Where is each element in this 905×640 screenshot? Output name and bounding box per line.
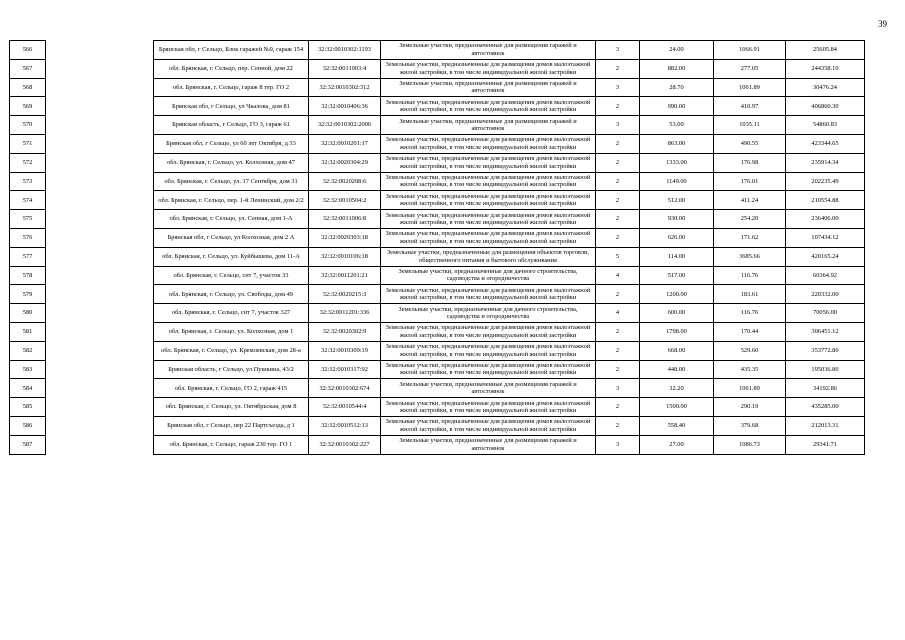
address-cell: обл. Брянская, г. Сельцо, ул. Октябрьская, дом 8 [154, 398, 309, 417]
specific-value-cell: 254.20 [714, 210, 786, 229]
blank-cell [46, 228, 154, 247]
blank-cell [46, 153, 154, 172]
cadastral-value-cell: 195036.80 [786, 360, 865, 379]
area-cell: 32.20 [640, 379, 714, 398]
group-cell: 3 [596, 116, 640, 135]
cadastral-value-cell: 306451.12 [786, 322, 865, 341]
group-cell: 3 [596, 41, 640, 60]
blank-cell [46, 322, 154, 341]
row-number-cell: 585 [10, 398, 46, 417]
cadastral-value-cell: 353772.80 [786, 341, 865, 360]
row-number-cell: 574 [10, 191, 46, 210]
cadastral-value-cell: 34192.86 [786, 379, 865, 398]
specific-value-cell: 277.05 [714, 59, 786, 78]
land-use-cell: Земельные участки, предназначенные для размещения домов малоэтажной жилой застройки, в том числе индивидуальной жилой застройки [381, 153, 596, 172]
land-use-cell: Земельные участки, предназначенные для размещения гаражей и автостоянок [381, 78, 596, 97]
group-cell: 4 [596, 304, 640, 323]
blank-cell [46, 191, 154, 210]
blank-cell [46, 398, 154, 417]
address-cell: Брянская обл, г Сельцо, ул 60 лет Октября, д 33 [154, 134, 309, 153]
blank-cell [46, 247, 154, 266]
cadastral-number-cell: 32:32:0010317:92 [309, 360, 381, 379]
group-cell: 4 [596, 266, 640, 285]
row-number-cell: 576 [10, 228, 46, 247]
cadastral-value-cell: 236406.00 [786, 210, 865, 229]
group-cell: 2 [596, 172, 640, 191]
cadastral-number-cell: 32:32:0010302:2006 [309, 116, 381, 135]
land-use-cell: Земельные участки, предназначенные для размещения домов малоэтажной жилой застройки, в том числе индивидуальной жилой застройки [381, 97, 596, 116]
cadastral-value-cell: 25605.84 [786, 41, 865, 60]
address-cell: обл. Брянская, г. Сельцо, ул. 17 Сентября, дом 31 [154, 172, 309, 191]
table-row [10, 322, 865, 341]
area-cell: 512.00 [640, 191, 714, 210]
cadastral-number-cell: 32:32:0010544:4 [309, 398, 381, 417]
area-cell: 930.00 [640, 210, 714, 229]
address-cell: обл. Брянская, г. Сельцо, снт 7, участок 327 [154, 304, 309, 323]
area-cell: 990.00 [640, 97, 714, 116]
table-row [10, 360, 865, 379]
row-number-cell: 580 [10, 304, 46, 323]
cadastral-value-cell: 235914.34 [786, 153, 865, 172]
specific-value-cell: 183.61 [714, 285, 786, 304]
specific-value-cell: 3685.66 [714, 247, 786, 266]
cadastral-value-cell: 210554.88 [786, 191, 865, 210]
land-use-cell: Земельные участки, предназначенные для размещения гаражей и автостоянок [381, 41, 596, 60]
cadastral-number-cell: 32:32:0010302:227 [309, 435, 381, 454]
area-cell: 1200.00 [640, 285, 714, 304]
group-cell: 2 [596, 97, 640, 116]
specific-value-cell: 116.76 [714, 304, 786, 323]
cadastral-value-cell: 202235.49 [786, 172, 865, 191]
area-cell: 1149.00 [640, 172, 714, 191]
cadastral-value-cell: 212013.31 [786, 416, 865, 435]
cadastral-value-cell: 420165.24 [786, 247, 865, 266]
address-cell: Брянская обл, г Сельцо, ул Чкалова, дом 81 [154, 97, 309, 116]
cadastral-number-cell: 32:32:0011003:4 [309, 59, 381, 78]
page-number: 39 [878, 19, 887, 29]
specific-value-cell: 1066.91 [714, 41, 786, 60]
cadastral-number-cell: 32:32:0011006:8 [309, 210, 381, 229]
group-cell: 3 [596, 435, 640, 454]
specific-value-cell: 171.62 [714, 228, 786, 247]
group-cell: 2 [596, 322, 640, 341]
land-use-cell: Земельные участки, предназначенные для размещения домов малоэтажной жилой застройки, в том числе индивидуальной жилой застройки [381, 134, 596, 153]
land-use-cell: Земельные участки, предназначенные для размещения домов малоэтажной жилой застройки, в том числе индивидуальной жилой застройки [381, 416, 596, 435]
group-cell: 2 [596, 398, 640, 417]
group-cell: 2 [596, 360, 640, 379]
cadastral-value-cell: 60364.92 [786, 266, 865, 285]
blank-cell [46, 134, 154, 153]
address-cell: обл. Брянская, г. Сельцо, ул. Сенная, дом 1-А [154, 210, 309, 229]
group-cell: 2 [596, 191, 640, 210]
address-cell: Брянская область, г Сельцо, ул Пушкина, 43/2 [154, 360, 309, 379]
cadastral-number-cell: 32:32:0020304:29 [309, 153, 381, 172]
specific-value-cell: 1061.89 [714, 379, 786, 398]
table-row [10, 210, 865, 229]
cadastral-value-cell: 30476.24 [786, 78, 865, 97]
address-cell: обл. Брянская, г. Сельцо, снт 7, участок 33 [154, 266, 309, 285]
table-row [10, 59, 865, 78]
group-cell: 2 [596, 59, 640, 78]
blank-cell [46, 435, 154, 454]
table-row [10, 379, 865, 398]
table-row [10, 398, 865, 417]
cadastral-value-cell: 406860.30 [786, 97, 865, 116]
group-cell: 3 [596, 379, 640, 398]
cadastral-value-cell: 423344.65 [786, 134, 865, 153]
specific-value-cell: 176.01 [714, 172, 786, 191]
specific-value-cell: 490.55 [714, 134, 786, 153]
cadastral-number-cell: 32:32:0010201:17 [309, 134, 381, 153]
table-row [10, 285, 865, 304]
blank-cell [46, 266, 154, 285]
land-use-cell: Земельные участки, предназначенные для размещения домов малоэтажной жилой застройки, в том числе индивидуальной жилой застройки [381, 59, 596, 78]
row-number-cell: 586 [10, 416, 46, 435]
group-cell: 2 [596, 416, 640, 435]
blank-cell [46, 416, 154, 435]
table-row [10, 153, 865, 172]
row-number-cell: 570 [10, 116, 46, 135]
land-use-cell: Земельные участки, предназначенные для размещения домов малоэтажной жилой застройки, в том числе индивидуальной жилой застройки [381, 341, 596, 360]
row-number-cell: 582 [10, 341, 46, 360]
group-cell: 3 [596, 78, 640, 97]
cadastral-number-cell: 32:32:0020302:9 [309, 322, 381, 341]
address-cell: Брянская обл, г Сельцо, ул Колхозная, дом 2 А [154, 228, 309, 247]
area-cell: 53.00 [640, 116, 714, 135]
specific-value-cell: 410.97 [714, 97, 786, 116]
cadastral-value-cell: 220332.00 [786, 285, 865, 304]
blank-cell [46, 285, 154, 304]
address-cell: обл. Брянская, г. Сельцо, ул. Колхозная, дом 1 [154, 322, 309, 341]
table-row [10, 97, 865, 116]
group-cell: 2 [596, 210, 640, 229]
row-number-cell: 577 [10, 247, 46, 266]
cadastral-value-table [9, 40, 865, 455]
land-use-cell: Земельные участки, предназначенные для размещения домов малоэтажной жилой застройки, в том числе индивидуальной жилой застройки [381, 322, 596, 341]
land-use-cell: Земельные участки, предназначенные для размещения домов малоэтажной жилой застройки, в том числе индивидуальной жилой застройки [381, 228, 596, 247]
land-use-cell: Земельные участки, предназначенные для размещения гаражей и автостоянок [381, 379, 596, 398]
address-cell: обл. Брянская, г. Сельцо, ул. Куйбышева, дом 11-А [154, 247, 309, 266]
cadastral-number-cell: 32:32:0020215:3 [309, 285, 381, 304]
cadastral-number-cell: 32:32:0010106:18 [309, 247, 381, 266]
group-cell: 2 [596, 134, 640, 153]
land-use-cell: Земельные участки, предназначенные для размещения гаражей и автостоянок [381, 116, 596, 135]
row-number-cell: 573 [10, 172, 46, 191]
group-cell: 2 [596, 341, 640, 360]
area-cell: 600.00 [640, 304, 714, 323]
area-cell: 27.00 [640, 435, 714, 454]
table-row [10, 266, 865, 285]
address-cell: Брянская область, г Сельцо, ГО 3, гараж 61 [154, 116, 309, 135]
specific-value-cell: 116.76 [714, 266, 786, 285]
area-cell: 114.00 [640, 247, 714, 266]
blank-cell [46, 78, 154, 97]
specific-value-cell: 176.98 [714, 153, 786, 172]
area-cell: 1333.00 [640, 153, 714, 172]
area-cell: 517.00 [640, 266, 714, 285]
specific-value-cell: 290.19 [714, 398, 786, 417]
blank-cell [46, 59, 154, 78]
cadastral-number-cell: 32:32:0010302:1193 [309, 41, 381, 60]
area-cell: 448.00 [640, 360, 714, 379]
address-cell: Брянская обл, г Сельцо, пер 22 Партсъезда, д 1 [154, 416, 309, 435]
table-row [10, 247, 865, 266]
area-cell: 558.40 [640, 416, 714, 435]
area-cell: 1500.00 [640, 398, 714, 417]
row-number-cell: 584 [10, 379, 46, 398]
blank-cell [46, 41, 154, 60]
blank-cell [46, 116, 154, 135]
cadastral-number-cell: 32:32:0010302:674 [309, 379, 381, 398]
cadastral-number-cell: 32:32:0010302:312 [309, 78, 381, 97]
cadastral-number-cell: 32:32:0010512:13 [309, 416, 381, 435]
row-number-cell: 578 [10, 266, 46, 285]
area-cell: 626.00 [640, 228, 714, 247]
land-use-cell: Земельные участки, предназначенные для размещения домов малоэтажной жилой застройки, в том числе индивидуальной жилой застройки [381, 398, 596, 417]
table-row [10, 78, 865, 97]
blank-cell [46, 304, 154, 323]
table-row [10, 304, 865, 323]
table-body [10, 41, 865, 455]
blank-cell [46, 360, 154, 379]
cadastral-number-cell: 32:32:0010406:36 [309, 97, 381, 116]
row-number-cell: 575 [10, 210, 46, 229]
address-cell: обл. Брянская, г. Сельцо, гараж 230 тер. ГО 1 [154, 435, 309, 454]
land-use-cell: Земельные участки, предназначенные для размещения домов малоэтажной жилой застройки, в том числе индивидуальной жилой застройки [381, 210, 596, 229]
land-use-cell: Земельные участки, предназначенные для размещения домов малоэтажной жилой застройки, в том числе индивидуальной жилой застройки [381, 172, 596, 191]
specific-value-cell: 379.68 [714, 416, 786, 435]
address-cell: обл. Брянская, г. Сельцо, ГО 2, гараж 415 [154, 379, 309, 398]
cadastral-number-cell: 32:32:0011201:336 [309, 304, 381, 323]
specific-value-cell: 1035.11 [714, 116, 786, 135]
cadastral-number-cell: 32:32:0020303:18 [309, 228, 381, 247]
blank-cell [46, 341, 154, 360]
address-cell: Брянская обл, г Сельцо, Блок гаражей №9, гараж 154 [154, 41, 309, 60]
cadastral-value-cell: 435285.00 [786, 398, 865, 417]
table-row [10, 41, 865, 60]
group-cell: 2 [596, 228, 640, 247]
row-number-cell: 568 [10, 78, 46, 97]
row-number-cell: 583 [10, 360, 46, 379]
cadastral-number-cell: 32:32:0010309:19 [309, 341, 381, 360]
land-use-cell: Земельные участки, предназначенные для размещения домов малоэтажной жилой застройки, в том числе индивидуальной жилой застройки [381, 191, 596, 210]
area-cell: 882.00 [640, 59, 714, 78]
table-row [10, 341, 865, 360]
row-number-cell: 579 [10, 285, 46, 304]
address-cell: обл. Брянская, г. Сельцо, ул. Кремлевская, дом 28-а [154, 341, 309, 360]
address-cell: обл. Брянская, г. Сельцо, ул. Свободы, дом 49 [154, 285, 309, 304]
land-use-cell: Земельные участки, предназначенные для размещения гаражей и автостоянок [381, 435, 596, 454]
row-number-cell: 569 [10, 97, 46, 116]
cadastral-value-cell: 70056.00 [786, 304, 865, 323]
row-number-cell: 587 [10, 435, 46, 454]
group-cell: 2 [596, 153, 640, 172]
cadastral-value-cell: 107434.12 [786, 228, 865, 247]
table-row [10, 228, 865, 247]
row-number-cell: 566 [10, 41, 46, 60]
table-row [10, 416, 865, 435]
group-cell: 5 [596, 247, 640, 266]
land-use-cell: Земельные участки, предназначенные для размещения объектов торговли, общественного питания и бытового обслуживания [381, 247, 596, 266]
row-number-cell: 567 [10, 59, 46, 78]
land-use-cell: Земельные участки, предназначенные для размещения домов малоэтажной жилой застройки, в том числе индивидуальной жилой застройки [381, 360, 596, 379]
table-row [10, 191, 865, 210]
area-cell: 28.70 [640, 78, 714, 97]
cadastral-value-cell: 244358.10 [786, 59, 865, 78]
specific-value-cell: 170.44 [714, 322, 786, 341]
area-cell: 668.00 [640, 341, 714, 360]
blank-cell [46, 97, 154, 116]
row-number-cell: 581 [10, 322, 46, 341]
address-cell: обл. Брянская, г. Сельцо, ул. Колхозная, дом 47 [154, 153, 309, 172]
specific-value-cell: 1061.89 [714, 78, 786, 97]
specific-value-cell: 435.35 [714, 360, 786, 379]
cadastral-number-cell: 32:32:0010504:2 [309, 191, 381, 210]
land-use-cell: Земельные участки, предназначенные для размещения домов малоэтажной жилой застройки, в том числе индивидуальной жилой застройки [381, 285, 596, 304]
address-cell: обл. Брянская, г. Сельцо, гараж 8 тер. ГО 2 [154, 78, 309, 97]
area-cell: 1798.00 [640, 322, 714, 341]
specific-value-cell: 1086.73 [714, 435, 786, 454]
address-cell: обл. Брянская, г. Сельцо, пер. 1-й Ленинский, дом 2/2 [154, 191, 309, 210]
table-row [10, 172, 865, 191]
specific-value-cell: 529.60 [714, 341, 786, 360]
specific-value-cell: 411.24 [714, 191, 786, 210]
land-use-cell: Земельные участки, предназначенные для дачного строительства, садоводства и огородничества [381, 266, 596, 285]
address-cell: обл. Брянская, г. Сельцо, пер. Сенной, дом 22 [154, 59, 309, 78]
land-use-cell: Земельные участки, предназначенные для дачного строительства, садоводства и огородничества [381, 304, 596, 323]
cadastral-number-cell: 32:32:0020208:6 [309, 172, 381, 191]
blank-cell [46, 172, 154, 191]
blank-cell [46, 210, 154, 229]
row-number-cell: 572 [10, 153, 46, 172]
table-row [10, 116, 865, 135]
blank-cell [46, 379, 154, 398]
area-cell: 863.00 [640, 134, 714, 153]
table-row [10, 435, 865, 454]
cadastral-value-cell: 54860.83 [786, 116, 865, 135]
row-number-cell: 571 [10, 134, 46, 153]
group-cell: 2 [596, 285, 640, 304]
cadastral-number-cell: 32:32:0011201:21 [309, 266, 381, 285]
table-row [10, 134, 865, 153]
cadastral-value-cell: 29341.71 [786, 435, 865, 454]
area-cell: 24.00 [640, 41, 714, 60]
